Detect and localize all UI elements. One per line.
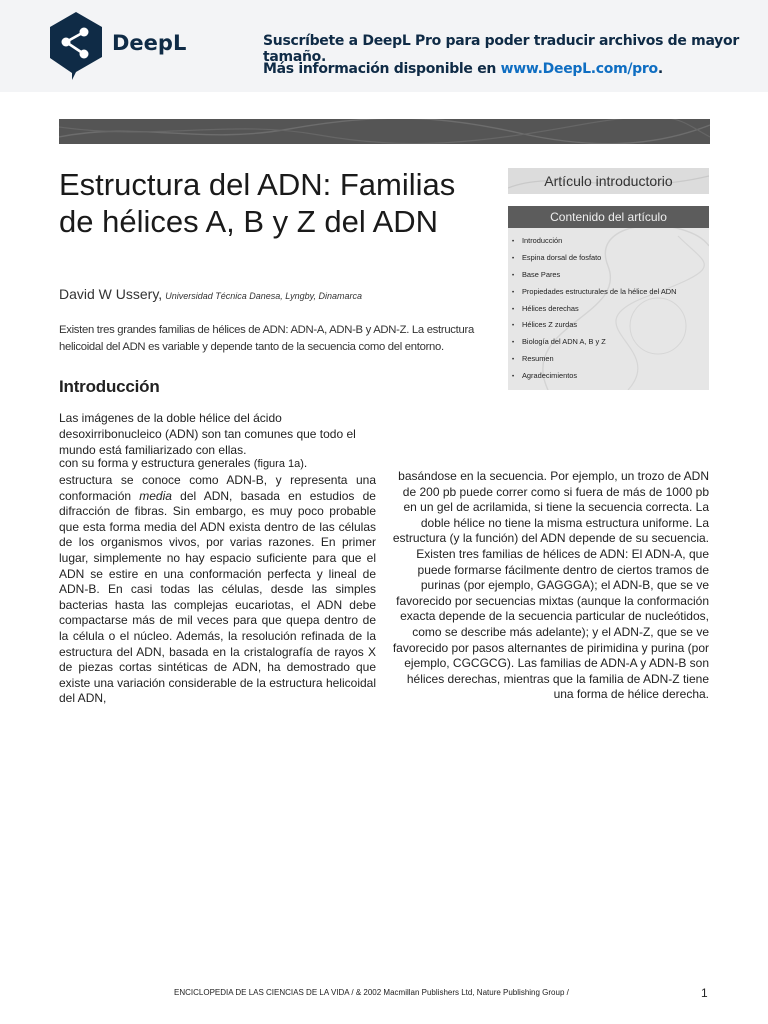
toc-item-base-pares[interactable] xyxy=(512,270,676,287)
intro-lead-text: con su forma y estructura generales xyxy=(59,456,251,470)
page-footer: ENCICLOPEDIA DE LAS CIENCIAS DE LA VIDA / & 2002 Macmillan Publishers Ltd, Nature Publishing Group / xyxy=(174,988,569,997)
body-text: estructura se conoce como ADN-B, y representa una conformación xyxy=(59,473,376,503)
toc-title: Contenido del artículo xyxy=(508,206,709,228)
deepl-promo-banner xyxy=(0,0,768,92)
toc-item-label: Introducción xyxy=(522,236,563,245)
bullet-icon: • xyxy=(512,289,515,296)
author-name: David W Ussery, xyxy=(59,286,163,302)
promo-text: Suscríbete a DeepL Pro para poder traducir archivos de mayor tamaño. xyxy=(263,33,739,65)
promo-info-line xyxy=(263,61,663,77)
body-column-right: basándose en la secuencia. Por ejemplo, un trozo de ADN de 200 pb puede correr como si fuera de más de 1000 pb en un gel de acrilamida, si tiene la secuencia correcta. La doble hélice no tiene la misma estructura uniforme. La estructura (y la función) del ADN depende de su secuencia. Existen tres familias de hélices de ADN: El ADN-A, que puede formarse fácilmente dentro de ciertos tramos de purinas (por ejemplo, GAGGGA); el ADN-B, que se ve favorecido por secuencias mixtas (aunque la conformación exacta depende de la secuencia particular de nucleótidos, como se describe más adelante); y el ADN-Z, que se ve favorecido por pasos alternantes de pirimidina y purina (por ejemplo, CGCGCG). Las familias de ADN-A y ADN-B son hélices derechas, mientras que la familia de ADN-Z tiene una forma de hélice derecha. xyxy=(392,469,709,702)
bullet-icon: • xyxy=(512,340,515,347)
toc-item-helices-derechas[interactable] xyxy=(512,304,676,321)
article-type-label: Artículo introductorio xyxy=(544,173,673,189)
bullet-icon: • xyxy=(512,357,515,364)
toc-list xyxy=(512,236,676,388)
article-title: Estructura del ADN: Familias de hélices A, B y Z del ADN xyxy=(59,167,456,239)
toc-item-label: Propiedades estructurales de la hélice del ADN xyxy=(522,286,677,296)
toc-item-espina-dorsal[interactable] xyxy=(512,253,676,270)
bullet-icon: • xyxy=(512,272,515,279)
toc-item-introduccion[interactable] xyxy=(512,236,676,253)
promo-info-end: . xyxy=(657,61,663,77)
deepl-logo-icon xyxy=(50,12,102,80)
toc-item-helices-z[interactable] xyxy=(512,320,676,337)
toc-item-propiedades[interactable] xyxy=(512,287,676,304)
figure-reference: (figura 1a) xyxy=(253,458,304,470)
bullet-icon: • xyxy=(512,239,515,245)
table-of-contents xyxy=(508,206,709,390)
deepl-pro-link[interactable]: www.DeepL.com/pro xyxy=(500,61,658,77)
decorative-header-bar xyxy=(59,119,710,144)
emphasis-media: media xyxy=(139,488,172,503)
toc-item-label: Resumen xyxy=(522,354,554,364)
bullet-icon: • xyxy=(512,323,515,330)
body-text-cont: del ADN, basada en estudios de difracción de fibras. Sin embargo, es muy poco probable que esta forma media del ADN exista dentro de las células de los organismos vivos, por varias razones. En primer lugar, simplemente no hay espacio suficiente para que el ADN se estire en una conformación perfecta y lineal de ADN-B. En casi todas las células, desde las simples bacterias hasta las complejas eucariotas, el ADN debe compactarse más de mil veces para que quepa dentro de la célula o el núcleo. Además, la resolución refinada de la estructura del ADN, basada en la cristalografía de rayos X de piezas cortas sintéticas de ADN, ha demostrado que existe una variación considerable de la estructura helicoidal del ADN, xyxy=(59,488,376,706)
toc-item-biologia[interactable] xyxy=(512,337,676,354)
bullet-icon: • xyxy=(512,374,515,381)
intro-lead-paragraph: Las imágenes de la doble hélice del ácido desoxirribonucleico (ADN) son tan comunes que todo el mundo está familiarizado con ellas. xyxy=(59,411,356,457)
toc-item-label: Hélices Z zurdas xyxy=(522,320,578,330)
toc-item-label: Hélices derechas xyxy=(522,303,579,313)
author-affiliation: Universidad Técnica Danesa, Lyngby, Dinamarca xyxy=(165,291,362,301)
promo-info-text: Más información disponible en xyxy=(263,61,501,77)
toc-item-label: Biología del ADN A, B y Z xyxy=(522,337,606,347)
bullet-icon: • xyxy=(512,255,515,262)
toc-item-resumen[interactable] xyxy=(512,354,676,371)
page-number: 1 xyxy=(701,986,708,1000)
toc-item-label: Base Pares xyxy=(522,269,561,279)
article-type-tag xyxy=(508,168,709,194)
intro-lead-continuation xyxy=(59,455,307,472)
bullet-icon: • xyxy=(512,306,515,313)
section-heading-introduccion: Introducción xyxy=(59,377,160,396)
toc-item-agradecimientos[interactable] xyxy=(512,371,676,388)
toc-item-label: Espina dorsal de fosfato xyxy=(522,252,602,262)
body-column-left xyxy=(59,473,376,707)
author-line xyxy=(59,286,362,302)
intro-lead-end: . xyxy=(303,456,308,470)
article-abstract: Existen tres grandes familias de hélices de ADN: ADN-A, ADN-B y ADN-Z. La estructura helicoidal del ADN es variable y depende tanto de la secuencia como del entorno. xyxy=(59,324,474,353)
toc-item-label: Agradecimientos xyxy=(522,371,578,381)
brand-name: DeepL xyxy=(112,31,187,55)
header-swirl-pattern xyxy=(59,119,710,144)
